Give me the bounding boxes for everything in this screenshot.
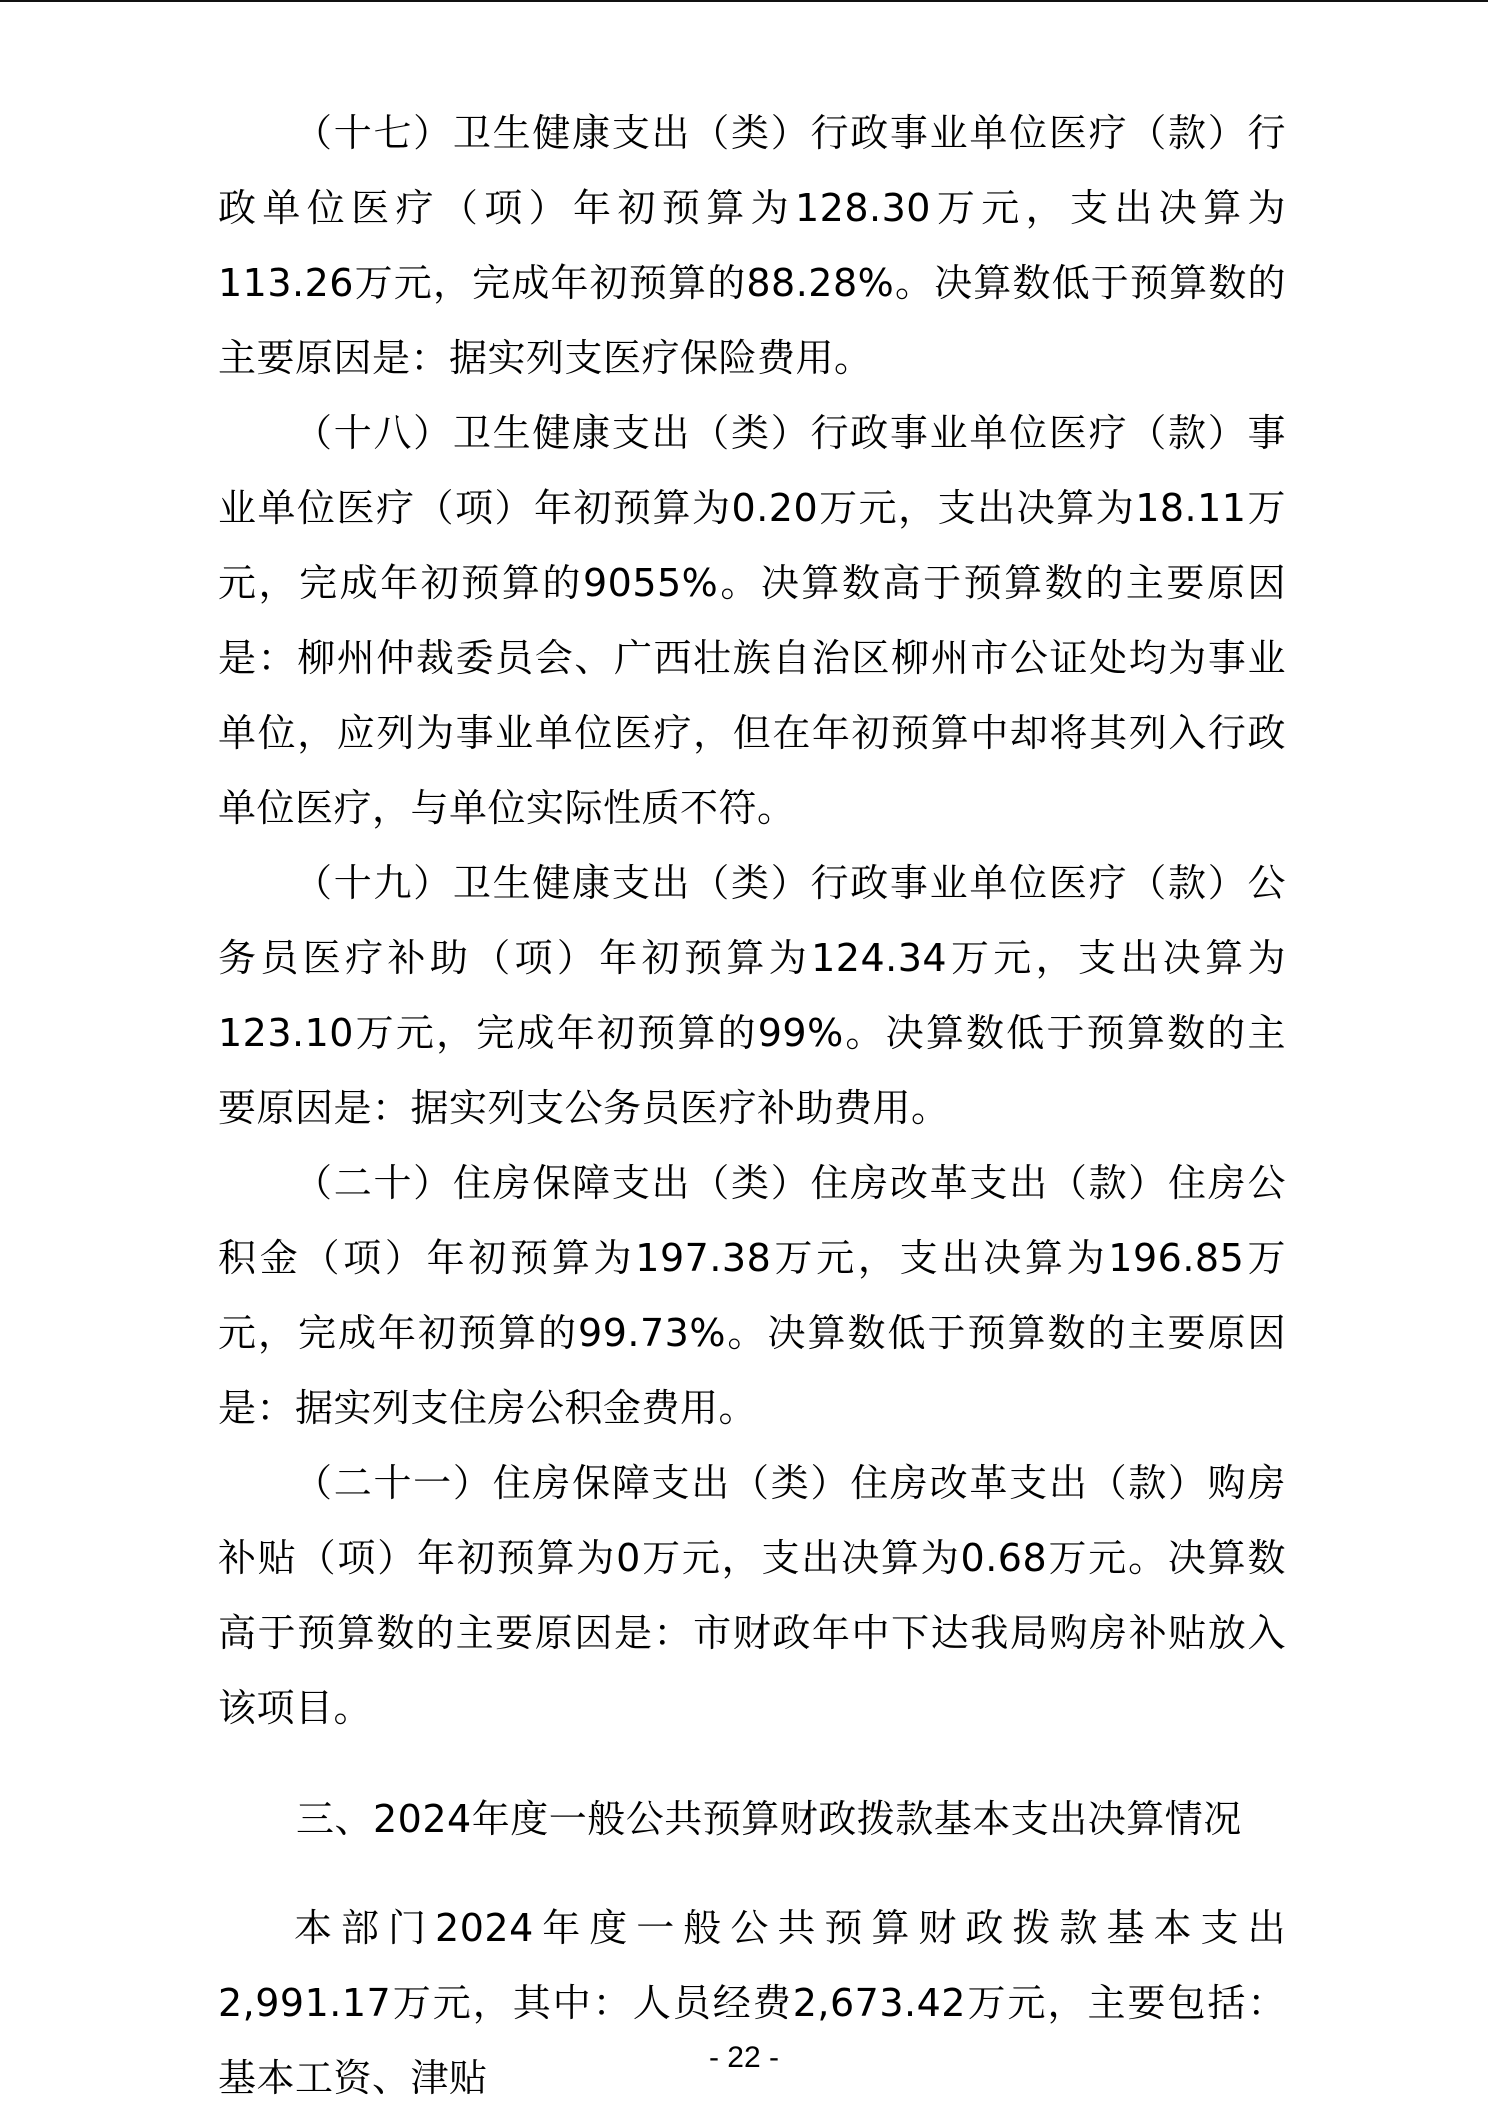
paragraph-item-19: （十九）卫生健康支出（类）行政事业单位医疗（款）公务员医疗补助（项）年初预算为124.34万元，支出决算为123.10万元，完成年初预算的99%。决算数低于预算数的主要原因是：据实列支公务员医疗补助费用。 [218, 861, 1286, 1130]
closing-paragraph: 本部门2024年度一般公共预算财政拨款基本支出2,991.17万元，其中：人员经费2,673.42万元，主要包括：基本工资、津贴 [218, 1906, 1286, 2100]
paragraph-item-18: （十八）卫生健康支出（类）行政事业单位医疗（款）事业单位医疗（项）年初预算为0.20万元，支出决算为18.11万元，完成年初预算的9055%。决算数高于预算数的主要原因是：柳州仲裁委员会、广西壮族自治区柳州市公证处均为事业单位，应列为事业单位医疗，但在年初预算中却将其列入行政单位医疗，与单位实际性质不符。 [218, 411, 1286, 830]
paragraph-item-21: （二十一）住房保障支出（类）住房改革支出（款）购房补贴（项）年初预算为0万元，支出决算为0.68万元。决算数高于预算数的主要原因是：市财政年中下达我局购房补贴放入该项目。 [218, 1461, 1286, 1730]
page-number: - 22 - [708, 2041, 780, 2074]
section-heading: 三、2024年度一般公共预算财政拨款基本支出决算情况 [296, 1797, 1242, 1841]
paragraph-item-20: （二十）住房保障支出（类）住房改革支出（款）住房公积金（项）年初预算为197.38万元，支出决算为196.85万元，完成年初预算的99.73%。决算数低于预算数的主要原因是：据实列支住房公积金费用。 [218, 1161, 1286, 1430]
page-body [218, 96, 1286, 2116]
paragraph-item-17: （十七）卫生健康支出（类）行政事业单位医疗（款）行政单位医疗（项）年初预算为128.30万元，支出决算为113.26万元，完成年初预算的88.28%。决算数低于预算数的主要原因是：据实列支医疗保险费用。 [218, 111, 1286, 380]
top-border-line [0, 0, 1488, 2]
